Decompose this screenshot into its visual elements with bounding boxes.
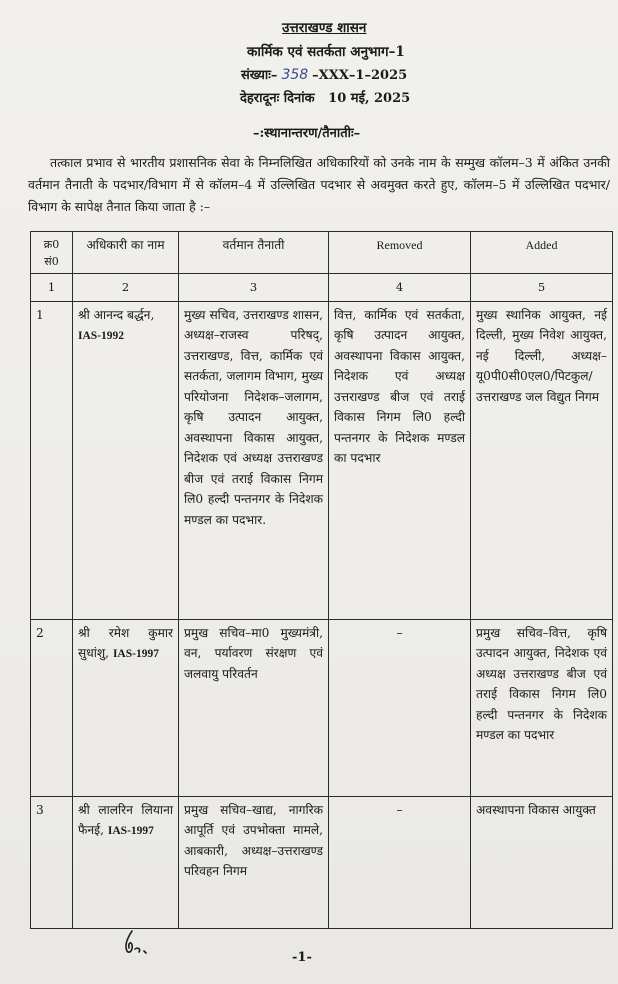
row-serial: 2 [31, 619, 73, 796]
transfer-table [30, 231, 613, 929]
column-number: 1 [31, 274, 73, 302]
officer-name: श्री रमेश कुमार सुधांशु, [78, 625, 173, 660]
removed-cell: वित्त, कार्मिक एवं सतर्कता, कृषि उत्पादन आयुक्त, अवस्थापना विकास आयुक्त, निदेशक एवं अध्यक्ष उत्तराखण्ड बीज एवं तराई विकास निगम लि0 हल्दी पन्तनगर के निदेशक मण्डल का पदभार [329, 301, 471, 619]
order-number-suffix: –XXX–1–2025 [312, 68, 408, 83]
row-serial: 3 [31, 796, 73, 928]
order-date: देहरादूनः दिनांक 10 मई, 2025 [240, 91, 411, 106]
current-posting-cell: मुख्य सचिव, उत्तराखण्ड शासन, अध्यक्ष–राजस्व परिषद्, उत्तराखण्ड, वित्त, कार्मिक एवं सतर्कता, जलागम विभाग, मुख्य परियोजना निदेशक–जलागम, कृषि उत्पादन आयुक्त, अवस्थापना विकास आयुक्त, निदेशक एवं अध्यक्ष उत्तराखण्ड बीज एवं तराई विकास निगम लि0 हल्दी पन्तनगर के निदेशक मण्डल का पदभार. [179, 301, 329, 619]
column-number: 2 [73, 274, 179, 302]
header-removed: Removed [329, 232, 471, 274]
added-cell: प्रमुख सचिव–वित्त, कृषि उत्पादन आयुक्त, निदेशक एवं अध्यक्ष उत्तराखण्ड बीज एवं तराई विकास निगम लि0 हल्दी पन्तनगर के निदेशक मण्डल का पदभार [471, 619, 613, 796]
header-officer-name: अधिकारी का नाम [73, 232, 179, 274]
added-cell: मुख्य स्थानिक आयुक्त, नई दिल्ली, मुख्य निवेश आयुक्त, नई दिल्ली, अध्यक्ष–यू0पी0सी0एल0/पिटकुल/उत्तराखण्ड जल विद्युत निगम [471, 301, 613, 619]
officer-name: श्री आनन्द बर्द्धन, [78, 307, 155, 322]
officer-name-cell [73, 619, 179, 796]
added-cell: अवस्थापना विकास आयुक्त [471, 796, 613, 928]
department-heading: कार्मिक एवं सतर्कता अनुभाग–1 [247, 44, 405, 60]
current-posting-cell: प्रमुख सचिव–मा0 मुख्यमंत्री, वन, पर्यावरण संरक्षण एवं जलवायु परिवर्तन [179, 619, 329, 796]
officer-name-cell [73, 301, 179, 619]
removed-cell: – [329, 619, 471, 796]
page-number: -1- [292, 950, 312, 965]
current-posting-cell: प्रमुख सचिव–खाद्य, नागरिक आपूर्ति एवं उपभोक्ता मामले, आबकारी, अध्यक्ष–उत्तराखण्ड परिवहन निगम [179, 796, 329, 928]
subject-heading: –:स्थानान्तरण/तैनातीः– [253, 126, 361, 141]
officer-name: श्री लालरिन लियाना फैनई, [78, 802, 173, 837]
row-serial: 1 [31, 301, 73, 619]
order-number [241, 65, 407, 83]
removed-cell: – [329, 796, 471, 928]
intro-paragraph: तत्काल प्रभाव से भारतीय प्रशासनिक सेवा के निम्नलिखित अधिकारियों को उनके नाम के सम्मुख कॉलम–3 में अंकित उनकी वर्तमान तैनाती के पदभार/विभाग में से कॉलम–4 में उल्लिखित पदभार से अवमुक्त करते हुए, कॉलम–5 में उल्लिखित पदभार/विभाग के सापेक्ष तैनात किया जाता है :– [28, 155, 610, 214]
officer-service: IAS-1992 [78, 330, 125, 342]
signature-mark [118, 927, 152, 957]
table-row [31, 301, 613, 619]
header-added: Added [471, 232, 613, 274]
column-number: 4 [329, 274, 471, 302]
column-number-row [31, 274, 613, 302]
column-number: 3 [179, 274, 329, 302]
officer-service: IAS-1997 [112, 648, 159, 660]
government-heading: उत्तराखण्ड शासन [282, 20, 367, 36]
column-number: 5 [471, 274, 613, 302]
table-row [31, 619, 613, 796]
table-row [31, 796, 613, 928]
header-current-posting: वर्तमान तैनाती [179, 232, 329, 274]
officer-service: IAS-1997 [107, 825, 154, 837]
order-number-handwritten: 358 [281, 67, 309, 83]
order-number-prefix: संख्याः– [241, 68, 278, 83]
table-header-row [31, 232, 613, 274]
officer-name-cell [73, 796, 179, 928]
header-serial: क्र0 सं0 [31, 232, 73, 274]
